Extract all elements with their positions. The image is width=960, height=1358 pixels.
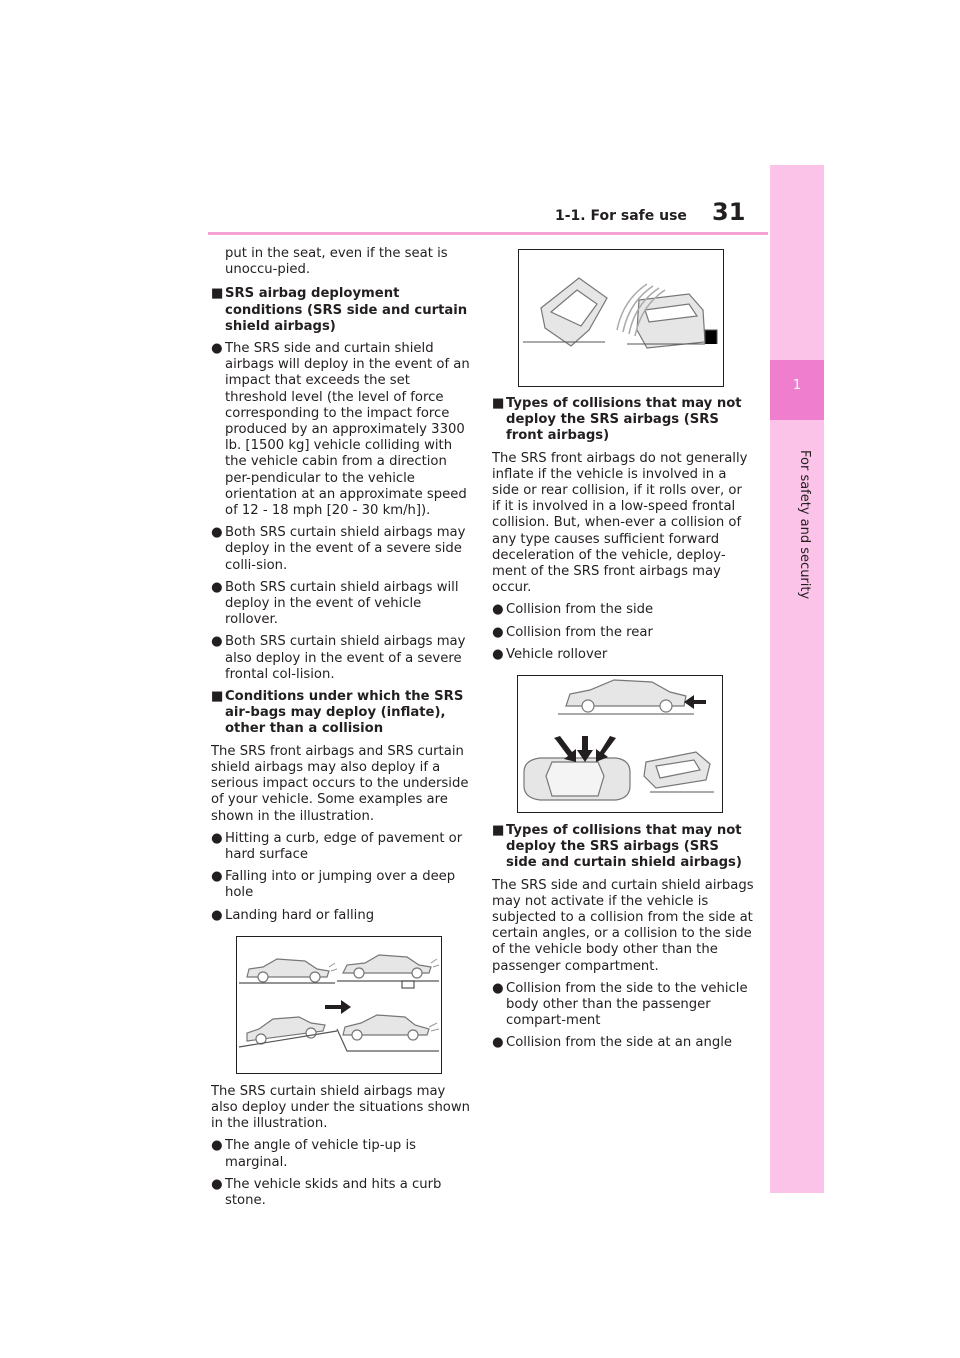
- list-item-text: The vehicle skids and hits a curb stone.: [225, 1176, 442, 1208]
- circle-bullet-icon: ●: [492, 646, 504, 662]
- list-item-text: Collision from the side: [506, 602, 654, 618]
- list-item-text: The SRS side and curtain shield airbags will deploy in the event of an impact that exceeds the set threshold level (the level of force corresponding to the impact force produced by an approximately 3300 lb. [1500 kg] vehicle colliding with the vehicle cabin from a direction per-pendicular to the vehicle orientation at an approximate speed of 12 - 18 mph [20 - 30 km/h]).: [225, 341, 470, 519]
- illustration-tip-up-and-skid: [518, 249, 724, 387]
- list-item: [492, 602, 754, 618]
- heading-side-curtain-no-deploy: [492, 823, 754, 872]
- chapter-title-vertical: For safety and security: [797, 450, 812, 600]
- list-item-text: Both SRS curtain shield airbags may deploy in the event of a severe side colli-sion.: [225, 525, 466, 573]
- circle-bullet-icon: ●: [211, 869, 223, 885]
- paragraph: The SRS side and curtain shield airbags may not activate if the vehicle is subjected to a collision from the side at certain angles, or a collision to the side of the vehicle body other than the passenger compartment.: [492, 877, 754, 974]
- list-item: [492, 647, 754, 663]
- list-item-text: Collision from the side at an angle: [506, 1035, 733, 1051]
- illustration-underside-impacts: [236, 936, 442, 1074]
- list-item: [492, 625, 754, 641]
- paragraph: The SRS front airbags do not generally inflate if the vehicle is involved in a side or rear collision, if it rolls over, or if it is involved in a low-speed frontal collision. But, when-ever a collision of any type causes sufficient forward deceleration of the vehicle, deploy-ment of the SRS front airbags may occur.: [492, 450, 748, 596]
- list-item-text: Both SRS curtain shield airbags may also deploy in the event of a severe frontal col-lision.: [225, 634, 466, 682]
- list-item: [492, 1035, 754, 1051]
- circle-bullet-icon: ●: [211, 634, 223, 650]
- list-item: [211, 634, 473, 683]
- list-item: [211, 831, 473, 863]
- arrow-right-icon: [325, 1000, 351, 1014]
- list-item-text: Both SRS curtain shield airbags will deploy in the event of vehicle rollover.: [225, 579, 459, 628]
- section-title: 1-1. For safe use: [555, 208, 687, 224]
- circle-bullet-icon: ●: [211, 579, 223, 595]
- square-heading-icon: ■: [211, 286, 224, 302]
- heading-front-airbags-no-deploy: [492, 396, 754, 445]
- illustration-side-rear-rollover: [517, 675, 723, 813]
- square-heading-icon: ■: [492, 396, 505, 411]
- right-column: [492, 392, 754, 1058]
- heading-text: Types of collisions that may not deploy the SRS airbags (SRS front airbags): [506, 396, 742, 444]
- chapter-side-tab: [770, 165, 824, 1193]
- circle-bullet-icon: ●: [211, 1138, 223, 1154]
- continued-text: put in the seat, even if the seat is unoccu-pied.: [225, 246, 448, 278]
- heading-text: Types of collisions that may not deploy the SRS airbags (SRS side and curtain shield airbags): [506, 823, 742, 871]
- header-rule: [208, 232, 768, 235]
- page-number: 31: [712, 198, 746, 226]
- list-item: [211, 1138, 473, 1170]
- circle-bullet-icon: ●: [211, 525, 223, 541]
- list-item: [211, 1177, 473, 1209]
- heading-non-collision-deployment: [211, 689, 473, 738]
- circle-bullet-icon: ●: [211, 1176, 223, 1192]
- list-item: [211, 908, 473, 924]
- square-heading-icon: ■: [211, 689, 224, 705]
- square-heading-icon: ■: [492, 823, 505, 839]
- circle-bullet-icon: ●: [492, 1035, 504, 1051]
- list-item: [492, 981, 754, 1030]
- list-item: [211, 525, 473, 574]
- list-item-text: Landing hard or falling: [225, 907, 375, 923]
- paragraph: The SRS front airbags and SRS curtain shield airbags may also deploy if a serious impact occurs to the underside of your vehicle. Some examples are shown in the illustration.: [211, 743, 469, 824]
- heading-text: SRS airbag deployment conditions (SRS side and curtain shield airbags): [225, 286, 468, 334]
- circle-bullet-icon: ●: [211, 341, 223, 357]
- list-item-text: Hitting a curb, edge of pavement or hard surface: [225, 830, 463, 862]
- list-item-text: Collision from the side to the vehicle body other than the passenger compart-ment: [506, 980, 748, 1029]
- heading-side-curtain-deployment: [211, 286, 473, 335]
- list-item: [211, 341, 473, 519]
- list-item-text: Falling into or jumping over a deep hole: [225, 869, 456, 901]
- list-item-text: Vehicle rollover: [506, 646, 608, 662]
- heading-text: Conditions under which the SRS air-bags may deploy (inflate), other than a collision: [225, 689, 464, 737]
- left-column: [211, 246, 473, 1215]
- list-item-text: Collision from the rear: [506, 624, 653, 640]
- circle-bullet-icon: ●: [492, 980, 504, 996]
- circle-bullet-icon: ●: [492, 602, 504, 618]
- list-item: [211, 580, 473, 629]
- list-item: [211, 869, 473, 901]
- underside-impact-illustration: [237, 937, 441, 1073]
- arrow-left-icon: [684, 695, 706, 709]
- circle-bullet-icon: ●: [211, 830, 223, 846]
- side-rear-rollover-illustration: [518, 676, 722, 812]
- chapter-number-tab: 1: [770, 360, 824, 420]
- circle-bullet-icon: ●: [211, 907, 223, 923]
- paragraph: The SRS curtain shield airbags may also deploy under the situations shown in the illustration.: [211, 1083, 471, 1132]
- tip-up-skid-illustration: [519, 250, 723, 386]
- circle-bullet-icon: ●: [492, 624, 504, 640]
- list-item-text: The angle of vehicle tip-up is marginal.: [225, 1138, 416, 1170]
